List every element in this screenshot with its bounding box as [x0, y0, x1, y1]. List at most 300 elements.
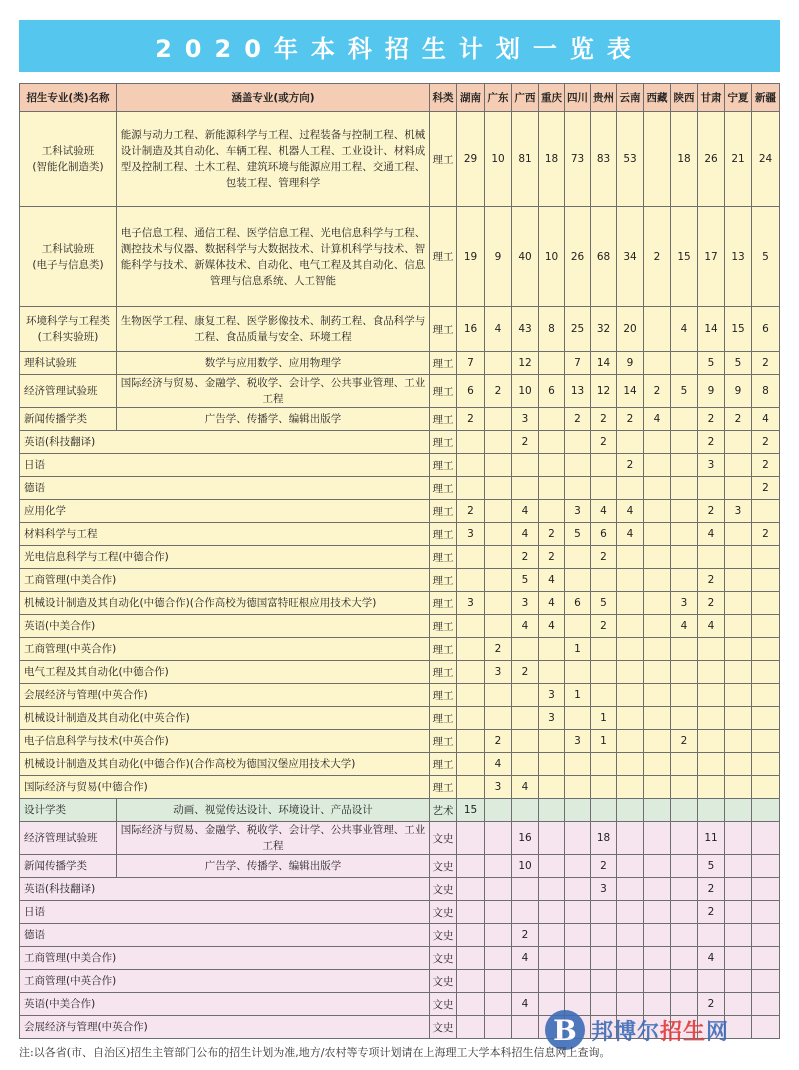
quota-cell: 2: [457, 408, 485, 431]
program-name-line: (电子与信息类): [32, 258, 104, 271]
program-name-cell: [20, 638, 430, 661]
subject-type-cell: 理工: [430, 730, 457, 753]
page-title: 2020年本科招生计划一览表: [19, 20, 780, 72]
quota-cell: 4: [671, 615, 698, 638]
table-row: [20, 112, 780, 207]
subject-type-cell: 理工: [430, 753, 457, 776]
quota-cell: [617, 569, 644, 592]
quota-cell: [644, 569, 671, 592]
quota-cell: [617, 431, 644, 454]
program-name-line: (工科实验班): [37, 331, 99, 343]
quota-cell: [565, 901, 591, 924]
quota-cell: [698, 970, 725, 993]
quota-cell: [644, 592, 671, 615]
quota-cell: [617, 615, 644, 638]
quota-cell: [644, 638, 671, 661]
quota-cell: [485, 523, 512, 546]
program-name-cell: [20, 431, 430, 454]
quota-cell: [698, 661, 725, 684]
quota-cell: [539, 753, 565, 776]
quota-cell: [457, 901, 485, 924]
quota-cell: [725, 707, 752, 730]
program-name-cell: [20, 730, 430, 753]
program-name-line: 电气工程及其自动化(中德合作): [24, 666, 169, 678]
quota-cell: [671, 523, 698, 546]
quota-cell: [725, 901, 752, 924]
quota-cell: [539, 799, 565, 822]
quota-cell: [591, 477, 617, 500]
watermark-text-blue: 邦博尔: [591, 1019, 661, 1045]
quota-cell: [617, 707, 644, 730]
quota-cell: [752, 878, 780, 901]
quota-cell: [725, 924, 752, 947]
table-row: [20, 661, 780, 684]
table-body: [20, 112, 780, 1039]
program-name-line: 英语(中美合作): [24, 998, 96, 1010]
quota-cell: 3: [485, 661, 512, 684]
quota-cell: [644, 799, 671, 822]
quota-cell: [725, 878, 752, 901]
quota-cell: [485, 707, 512, 730]
quota-cell: 18: [539, 112, 565, 207]
header-province: 宁夏: [725, 84, 752, 112]
header-province: 甘肃: [698, 84, 725, 112]
quota-cell: 29: [457, 112, 485, 207]
program-name-cell: [20, 207, 117, 307]
quota-cell: 10: [512, 855, 539, 878]
header-name: 招生专业(类)名称: [20, 84, 117, 112]
quota-cell: 5: [512, 569, 539, 592]
program-name-line: 英语(科技翻译): [24, 436, 96, 448]
quota-cell: [591, 638, 617, 661]
quota-cell: 3: [539, 707, 565, 730]
quota-cell: 5: [698, 855, 725, 878]
quota-cell: [565, 477, 591, 500]
table-row: [20, 878, 780, 901]
quota-cell: 14: [617, 375, 644, 408]
quota-cell: [644, 822, 671, 855]
quota-cell: 1: [591, 730, 617, 753]
quota-cell: [591, 924, 617, 947]
quota-cell: 3: [512, 408, 539, 431]
quota-cell: 4: [512, 993, 539, 1016]
table-row: [20, 546, 780, 569]
quota-cell: [457, 924, 485, 947]
quota-cell: 1: [591, 707, 617, 730]
quota-cell: 4: [512, 947, 539, 970]
subject-type-cell: 理工: [430, 592, 457, 615]
quota-cell: [752, 970, 780, 993]
table-header-row: [20, 84, 780, 112]
quota-cell: [698, 707, 725, 730]
quota-cell: [617, 592, 644, 615]
quota-cell: [617, 684, 644, 707]
quota-cell: [671, 878, 698, 901]
quota-cell: [565, 855, 591, 878]
quota-cell: 26: [698, 112, 725, 207]
program-name-line: 机械设计制造及其自动化(中德合作)(合作高校为德国汉堡应用技术大学): [24, 758, 356, 770]
quota-cell: 2: [725, 408, 752, 431]
quota-cell: [485, 901, 512, 924]
quota-cell: 2: [591, 546, 617, 569]
program-name-line: 日语: [24, 459, 45, 471]
quota-cell: 83: [591, 112, 617, 207]
quota-cell: [485, 454, 512, 477]
quota-cell: 24: [752, 112, 780, 207]
program-name-line: 机械设计制造及其自动化(中英合作): [24, 712, 190, 724]
quota-cell: [512, 1016, 539, 1039]
quota-cell: [485, 799, 512, 822]
table-row: [20, 352, 780, 375]
program-name-cell: [20, 1016, 430, 1039]
quota-cell: 4: [539, 615, 565, 638]
quota-cell: [512, 753, 539, 776]
quota-cell: 2: [565, 408, 591, 431]
watermark-text: [591, 1015, 729, 1046]
program-name-cell: [20, 615, 430, 638]
quota-cell: [617, 776, 644, 799]
quota-cell: 4: [698, 523, 725, 546]
quota-cell: 2: [698, 431, 725, 454]
quota-cell: [457, 638, 485, 661]
table-row: [20, 207, 780, 307]
admission-plan-table: [19, 83, 780, 1039]
table-row: [20, 753, 780, 776]
subject-type-cell: 理工: [430, 523, 457, 546]
quota-cell: [725, 855, 752, 878]
quota-cell: [565, 776, 591, 799]
quota-cell: 34: [617, 207, 644, 307]
quota-cell: 2: [644, 375, 671, 408]
subject-type-cell: 理工: [430, 661, 457, 684]
quota-cell: [512, 878, 539, 901]
quota-cell: [617, 638, 644, 661]
program-coverage-cell: 电子信息工程、通信工程、医学信息工程、光电信息科学与工程、测控技术与仪器、数据科学与大数据技术、计算机科学与技术、智能科学与技术、新媒体技术、自动化、电气工程及其自动化、信息管理与信息系统、人工智能: [117, 207, 430, 307]
quota-cell: [752, 924, 780, 947]
quota-cell: 2: [485, 375, 512, 408]
program-name-cell: [20, 753, 430, 776]
table-row: [20, 947, 780, 970]
quota-cell: [644, 352, 671, 375]
table-row: [20, 855, 780, 878]
program-name-line: 工科试验班: [41, 242, 95, 255]
quota-cell: 2: [512, 924, 539, 947]
quota-cell: 18: [671, 112, 698, 207]
quota-cell: 5: [591, 592, 617, 615]
header-province: 陕西: [671, 84, 698, 112]
quota-cell: [617, 947, 644, 970]
quota-cell: 21: [725, 112, 752, 207]
quota-cell: [485, 924, 512, 947]
subject-type-cell: 理工: [430, 638, 457, 661]
quota-cell: [539, 477, 565, 500]
quota-cell: [671, 638, 698, 661]
quota-cell: 3: [698, 454, 725, 477]
quota-cell: 6: [752, 307, 780, 352]
program-name-cell: [20, 707, 430, 730]
quota-cell: 43: [512, 307, 539, 352]
table-row: [20, 307, 780, 352]
table-row: [20, 970, 780, 993]
quota-cell: 3: [565, 500, 591, 523]
subject-type-cell: 文史: [430, 924, 457, 947]
quota-cell: [565, 569, 591, 592]
quota-cell: [725, 569, 752, 592]
watermark-text-red: 招生: [660, 1019, 707, 1045]
quota-cell: [644, 615, 671, 638]
quota-cell: [512, 901, 539, 924]
quota-cell: 15: [725, 307, 752, 352]
site-logo-icon: B: [545, 1010, 585, 1050]
program-name-line: 工商管理(中美合作): [24, 574, 117, 586]
quota-cell: [591, 661, 617, 684]
quota-cell: [512, 799, 539, 822]
quota-cell: [565, 431, 591, 454]
quota-cell: [752, 500, 780, 523]
quota-cell: [485, 947, 512, 970]
header-province: 重庆: [539, 84, 565, 112]
quota-cell: [539, 730, 565, 753]
quota-cell: 2: [539, 546, 565, 569]
quota-cell: [644, 431, 671, 454]
quota-cell: 10: [512, 375, 539, 408]
quota-cell: [644, 753, 671, 776]
quota-cell: [644, 707, 671, 730]
program-name-line: 新闻传播学类: [24, 860, 87, 872]
quota-cell: [617, 799, 644, 822]
quota-cell: 5: [752, 207, 780, 307]
quota-cell: [457, 707, 485, 730]
quota-cell: [644, 523, 671, 546]
quota-cell: [725, 730, 752, 753]
program-coverage-cell: 数学与应用数学、应用物理学: [117, 352, 430, 375]
quota-cell: [698, 776, 725, 799]
quota-cell: [671, 684, 698, 707]
quota-cell: 9: [485, 207, 512, 307]
quota-cell: [617, 477, 644, 500]
quota-cell: 3: [485, 776, 512, 799]
program-name-line: 设计学类: [24, 804, 66, 816]
quota-cell: [671, 546, 698, 569]
quota-cell: 12: [512, 352, 539, 375]
header-province: 新疆: [752, 84, 780, 112]
quota-cell: 2: [512, 431, 539, 454]
quota-cell: [539, 924, 565, 947]
program-name-cell: [20, 684, 430, 707]
quota-cell: [485, 592, 512, 615]
subject-type-cell: 理工: [430, 431, 457, 454]
quota-cell: 4: [512, 776, 539, 799]
quota-cell: [512, 684, 539, 707]
quota-cell: [512, 730, 539, 753]
program-coverage-cell: 能源与动力工程、新能源科学与工程、过程装备与控制工程、机械设计制造及其自动化、车辆工程、机器人工程、工业设计、材料成型及控制工程、土木工程、建筑环境与能源应用工程、交通工程、包装工程、管理科学: [117, 112, 430, 207]
header-province: 四川: [565, 84, 591, 112]
quota-cell: 4: [617, 500, 644, 523]
quota-cell: [725, 947, 752, 970]
quota-cell: [752, 615, 780, 638]
quota-cell: [485, 615, 512, 638]
quota-cell: 8: [539, 307, 565, 352]
quota-cell: [752, 592, 780, 615]
program-name-line: 英语(科技翻译): [24, 883, 96, 895]
program-name-cell: [20, 592, 430, 615]
quota-cell: [485, 993, 512, 1016]
quota-cell: [644, 112, 671, 207]
quota-cell: [539, 776, 565, 799]
program-name-cell: [20, 799, 117, 822]
quota-cell: [591, 569, 617, 592]
quota-cell: [725, 477, 752, 500]
quota-cell: [485, 431, 512, 454]
quota-cell: 3: [457, 523, 485, 546]
quota-cell: [485, 970, 512, 993]
quota-cell: [617, 546, 644, 569]
quota-cell: [457, 822, 485, 855]
quota-cell: 2: [698, 592, 725, 615]
quota-cell: 2: [457, 500, 485, 523]
quota-cell: [617, 901, 644, 924]
quota-cell: [644, 970, 671, 993]
quota-cell: 40: [512, 207, 539, 307]
quota-cell: 4: [644, 408, 671, 431]
quota-cell: [644, 546, 671, 569]
table-row: [20, 592, 780, 615]
quota-cell: 68: [591, 207, 617, 307]
program-name-line: 日语: [24, 906, 45, 918]
quota-cell: 2: [752, 523, 780, 546]
table-row: [20, 684, 780, 707]
program-name-line: 工商管理(中英合作): [24, 643, 117, 655]
quota-cell: 73: [565, 112, 591, 207]
quota-cell: 5: [565, 523, 591, 546]
quota-cell: [457, 730, 485, 753]
quota-cell: [512, 638, 539, 661]
quota-cell: 15: [457, 799, 485, 822]
program-name-cell: [20, 924, 430, 947]
quota-cell: [485, 477, 512, 500]
quota-cell: 13: [565, 375, 591, 408]
quota-cell: [671, 500, 698, 523]
quota-cell: 6: [591, 523, 617, 546]
quota-cell: [591, 454, 617, 477]
quota-cell: 9: [617, 352, 644, 375]
quota-cell: [671, 707, 698, 730]
quota-cell: [457, 947, 485, 970]
quota-cell: 2: [698, 500, 725, 523]
quota-cell: 2: [512, 661, 539, 684]
quota-cell: 5: [698, 352, 725, 375]
quota-cell: [591, 901, 617, 924]
table-row: [20, 776, 780, 799]
program-name-line: 电子信息科学与技术(中英合作): [24, 735, 169, 747]
quota-cell: 4: [698, 615, 725, 638]
program-name-line: 理科试验班: [24, 357, 77, 369]
table-row: [20, 500, 780, 523]
program-name-cell: [20, 408, 117, 431]
subject-type-cell: 文史: [430, 822, 457, 855]
program-name-cell: [20, 569, 430, 592]
quota-cell: [644, 901, 671, 924]
quota-cell: [457, 454, 485, 477]
program-name-line: 材料科学与工程: [24, 528, 98, 540]
table-row: [20, 431, 780, 454]
quota-cell: 6: [457, 375, 485, 408]
subject-type-cell: 艺术: [430, 799, 457, 822]
quota-cell: [671, 661, 698, 684]
program-coverage-cell: 国际经济与贸易、金融学、税收学、会计学、公共事业管理、工业工程: [117, 375, 430, 408]
quota-cell: 7: [565, 352, 591, 375]
quota-cell: [565, 753, 591, 776]
subject-type-cell: 理工: [430, 207, 457, 307]
quota-cell: [512, 454, 539, 477]
quota-cell: 81: [512, 112, 539, 207]
program-name-line: 德语: [24, 482, 45, 494]
program-name-line: 光电信息科学与工程(中德合作): [24, 551, 169, 563]
header-province: 广西: [512, 84, 539, 112]
quota-cell: 7: [457, 352, 485, 375]
program-name-line: 经济管理试验班: [24, 385, 98, 397]
quota-cell: 2: [591, 855, 617, 878]
table-row: [20, 477, 780, 500]
quota-cell: [457, 753, 485, 776]
program-name-line: 会展经济与管理(中英合作): [24, 689, 148, 701]
program-name-cell: [20, 947, 430, 970]
quota-cell: [457, 661, 485, 684]
quota-cell: [539, 352, 565, 375]
table-row: [20, 730, 780, 753]
quota-cell: [512, 477, 539, 500]
subject-type-cell: 理工: [430, 569, 457, 592]
quota-cell: 2: [512, 546, 539, 569]
quota-cell: 2: [617, 408, 644, 431]
program-name-line: 国际经济与贸易(中德合作): [24, 781, 148, 793]
header-coverage: 涵盖专业(或方向): [117, 84, 430, 112]
program-name-cell: [20, 878, 430, 901]
subject-type-cell: 理工: [430, 454, 457, 477]
program-name-cell: [20, 352, 117, 375]
quota-cell: [725, 753, 752, 776]
table-row: [20, 375, 780, 408]
program-name-line: 应用化学: [24, 505, 66, 517]
quota-cell: [565, 661, 591, 684]
quota-cell: 2: [539, 523, 565, 546]
quota-cell: 2: [591, 408, 617, 431]
quota-cell: [565, 707, 591, 730]
quota-cell: [698, 799, 725, 822]
quota-cell: [725, 638, 752, 661]
header-province: 云南: [617, 84, 644, 112]
quota-cell: [671, 924, 698, 947]
quota-cell: 9: [698, 375, 725, 408]
quota-cell: [725, 615, 752, 638]
quota-cell: 4: [617, 523, 644, 546]
quota-cell: [591, 947, 617, 970]
quota-cell: [457, 569, 485, 592]
quota-cell: [752, 901, 780, 924]
subject-type-cell: 文史: [430, 1016, 457, 1039]
subject-type-cell: 理工: [430, 546, 457, 569]
quota-cell: [457, 855, 485, 878]
quota-cell: 4: [512, 523, 539, 546]
subject-type-cell: 理工: [430, 615, 457, 638]
program-coverage-cell: 广告学、传播学、编辑出版学: [117, 408, 430, 431]
quota-cell: 26: [565, 207, 591, 307]
program-coverage-cell: 生物医学工程、康复工程、医学影像技术、制药工程、食品科学与工程、食品质量与安全、环境工程: [117, 307, 430, 352]
quota-cell: [671, 947, 698, 970]
subject-type-cell: 理工: [430, 684, 457, 707]
program-name-cell: [20, 454, 430, 477]
quota-cell: 14: [591, 352, 617, 375]
